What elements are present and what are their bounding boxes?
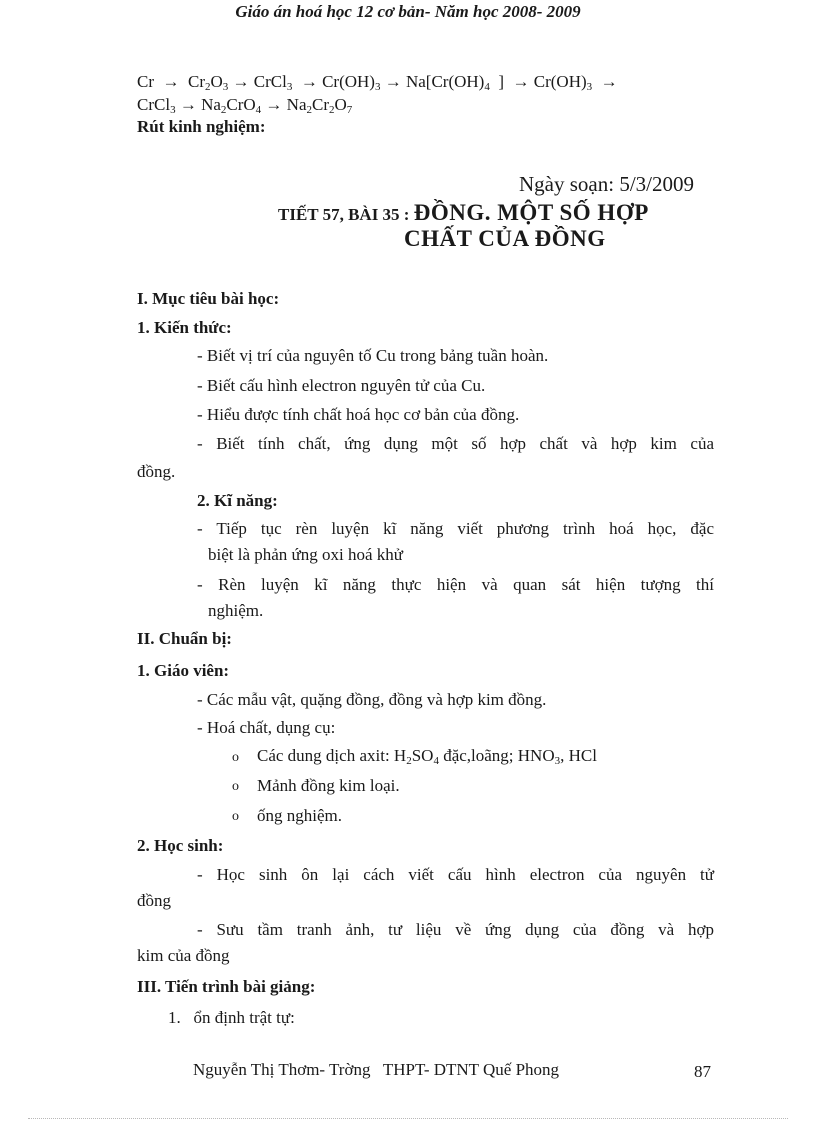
arrow-icon: → bbox=[232, 72, 250, 91]
subsection-heading: 1. Giáo viên: bbox=[137, 661, 230, 680]
paragraph-line: - Rèn luyện kĩ năng thực hiện và quan sát hiện tượng thí bbox=[197, 575, 714, 594]
paragraph-line: - Học sinh ôn lại cách viết cấu hình electron của nguyên tử bbox=[197, 865, 714, 884]
page-bottom-divider bbox=[28, 1118, 788, 1119]
numbered-item: 1. ổn định trật tự: bbox=[168, 1008, 295, 1027]
paragraph-line: biệt là phản ứng oxi hoá khử bbox=[208, 545, 404, 564]
formula: $Na_2Cr_2O_7$ bbox=[286, 95, 353, 116]
paragraph-line: - Biết vị trí của nguyên tố Cu trong bảng tuần hoàn. bbox=[197, 346, 549, 365]
paragraph-line: - Các mẫu vật, quặng đồng, đồng và hợp kim đồng. bbox=[197, 690, 547, 709]
subsection-heading: 1. Kiến thức: bbox=[137, 318, 232, 337]
lesson-title-line-2: CHẤT CỦA ĐỒNG bbox=[404, 226, 606, 251]
paragraph-line: nghiệm. bbox=[208, 601, 264, 620]
section-heading: III. Tiến trình bài giảng: bbox=[137, 977, 316, 996]
page-number: 87 bbox=[694, 1062, 711, 1081]
formula: $Na[Cr(OH)_4$ ] bbox=[405, 72, 505, 93]
paragraph-line: - Biết cấu hình electron nguyên tử của Cu. bbox=[197, 376, 486, 395]
paragraph-line: - Tiếp tục rèn luyện kĩ năng viết phương trình hoá học, đặc bbox=[197, 519, 714, 538]
paragraph-line: kim của đồng bbox=[137, 946, 230, 965]
formula: $Cr_2O_3$ bbox=[188, 72, 229, 93]
rut-kinh-nghiem-heading: Rút kinh nghiệm: bbox=[137, 117, 266, 136]
date-prepared: Ngày soạn: 5/3/2009 bbox=[519, 172, 694, 196]
lesson-title-line-1 bbox=[278, 200, 649, 226]
arrow-icon: → bbox=[300, 72, 318, 91]
formula: $Na_2CrO_4$ bbox=[201, 95, 262, 116]
paragraph-line: - Biết tính chất, ứng dụng một số hợp chất và hợp kim của bbox=[197, 434, 714, 453]
arrow-icon: → bbox=[162, 72, 180, 91]
lesson-title-part1: ĐỒNG. MỘT SỐ HỢP bbox=[413, 200, 649, 225]
page-header: Giáo án hoá học 12 cơ bản- Năm học 2008- 2009 bbox=[235, 2, 581, 21]
arrow-icon: → bbox=[512, 72, 530, 91]
section-heading: I. Mục tiêu bài học: bbox=[137, 289, 280, 308]
paragraph-line: - Hoá chất, dụng cụ: bbox=[197, 718, 336, 737]
list-item: ống nghiệm. bbox=[257, 806, 342, 825]
paragraph-line: - Hiểu được tính chất hoá học cơ bản của đồng. bbox=[197, 405, 520, 424]
paragraph-line: - Sưu tầm tranh ảnh, tư liệu về ứng dụng của đồng và hợp bbox=[197, 920, 714, 939]
paragraph-line: đồng. bbox=[137, 462, 176, 481]
arrow-icon: → bbox=[179, 95, 197, 114]
paragraph-line: đồng bbox=[137, 891, 171, 910]
arrow-icon: → bbox=[600, 72, 618, 91]
arrow-icon: → bbox=[265, 95, 283, 114]
formula: Cr bbox=[137, 72, 154, 91]
lesson-number: TIẾT 57, BÀI 35 : bbox=[278, 205, 410, 224]
formula: $Cr(OH)_3$ bbox=[533, 72, 593, 93]
subsection-heading: 2. Học sinh: bbox=[137, 836, 224, 855]
formula: CrCl$_3$ bbox=[137, 95, 176, 116]
chem-chain-line-1 bbox=[137, 72, 717, 92]
arrow-icon: → bbox=[384, 72, 402, 91]
bullet-circle-icon: o bbox=[232, 809, 239, 824]
bullet-circle-icon: o bbox=[232, 750, 239, 765]
bullet-circle-icon: o bbox=[232, 779, 239, 794]
list-item: Mảnh đồng kim loại. bbox=[257, 776, 400, 795]
section-heading: II. Chuẩn bị: bbox=[137, 629, 232, 648]
formula: $Cr(OH)_3$ bbox=[322, 72, 381, 93]
chem-chain-line-2 bbox=[137, 95, 352, 115]
formula: CrCl$_3$ bbox=[253, 72, 293, 93]
subsection-heading: 2. Kĩ năng: bbox=[197, 491, 278, 510]
list-item: Các dung dịch axit: $H_2SO_4$ đặc,loãng; $HNO_3$, HCl bbox=[257, 746, 597, 767]
footer-author: Nguyễn Thị Thơm- Trờng THPT- DTNT Quế Phong bbox=[193, 1060, 560, 1079]
